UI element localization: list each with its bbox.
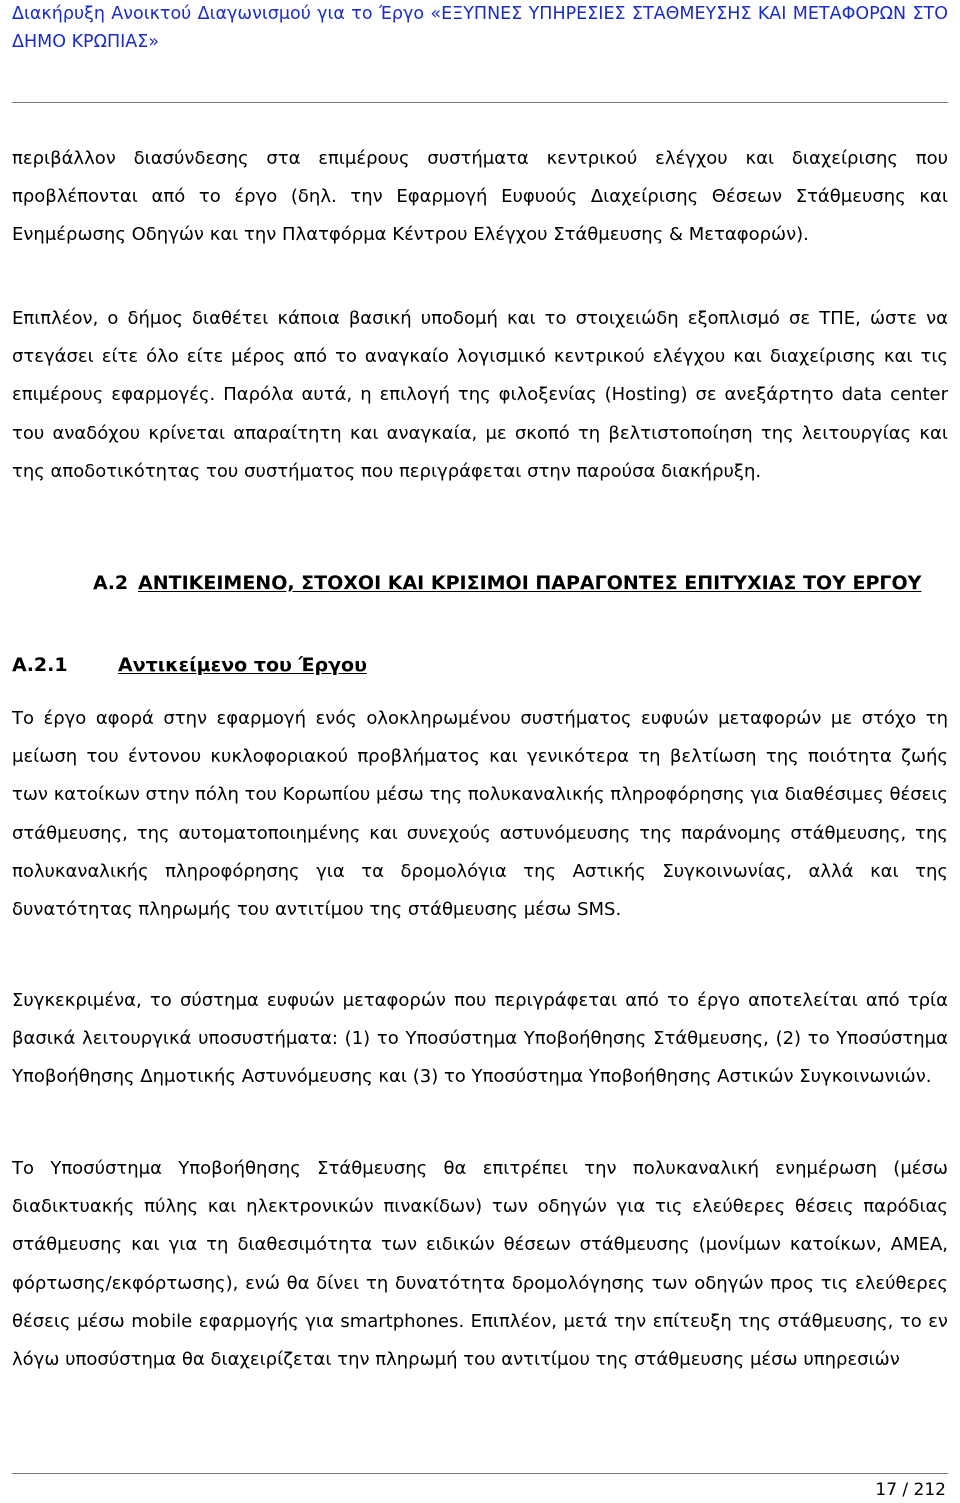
section-a21-title: Αντικείμενο του Έργου xyxy=(118,654,367,676)
paragraph-subsystems: Συγκεκριμένα, το σύστημα ευφυών μεταφορών που περιγράφεται από το έργο αποτελείται από τρία βασικά λειτουργικά υποσυστήματα: (1) το Υποσύστημα Υποβοήθησης Στάθμευσης, (2) το Υποσύστημα Υποβοήθησης Δημοτικής Αστυνόμευσης και (3) το Υποσύστημα Υποβοήθησης Αστικών Συγκοινωνιών. xyxy=(12,990,948,1088)
footer-divider xyxy=(12,1473,948,1474)
section-a2-number: Α.2 xyxy=(93,572,129,594)
paragraph-interface-description: περιβάλλον διασύνδεσης στα επιμέρους συστήματα κεντρικού ελέγχου και διαχείρισης που προβλέπονται από το έργο (δηλ. την Εφαρμογή Ευφυούς Διαχείρισης Θέσεων Στάθμευσης και Ενημέρωσης Οδηγών και την Πλατφόρμα Κέντρου Ελέγχου Στάθμευσης & Μεταφορών). xyxy=(12,148,948,246)
page-number: 17 / 212 xyxy=(875,1480,946,1500)
header-title: Διακήρυξη Ανοικτού Διαγωνισμού για το Έργο «ΕΞΥΠΝΕΣ ΥΠΗΡΕΣΙΕΣ ΣΤΑΘΜΕΥΣΗΣ ΚΑΙ ΜΕΤΑΦΟΡΩΝ ΣΤΟ ΔΗΜΟ ΚΡΩΠΙΑΣ» xyxy=(12,4,948,52)
document-header xyxy=(12,0,948,56)
section-a2-title: ΑΝΤΙΚΕΙΜΕΝΟ, ΣΤΟΧΟΙ ΚΑΙ ΚΡΙΣΙΜΟΙ ΠΑΡΑΓΟΝΤΕΣ ΕΠΙΤΥΧΙΑΣ ΤΟΥ ΕΡΓΟΥ xyxy=(138,572,922,594)
header-divider xyxy=(12,102,948,103)
paragraph-project-scope: Το έργο αφορά στην εφαρμογή ενός ολοκληρωμένου συστήματος ευφυών μεταφορών με στόχο τη μείωση του έντονου κυκλοφοριακού προβλήματος και γενικότερα τη βελτίωση της ποιότητα ζωής των κατοίκων στην πόλη του Κορωπίου μέσω της πολυκαναλικής πληροφόρησης για διαθέσιμες θέσεις στάθμευσης, της αυτοματοποιημένης και συνεχούς αστυνόμευσης της παράνομης στάθμευσης, της πολυκαναλικής πληροφόρησης για τα δρομολόγια της Αστικής Συγκοινωνίας, αλλά και της δυνατότητας πληρωμής του αντιτίμου της στάθμευσης μέσω SMS. xyxy=(12,708,948,921)
paragraph-parking-subsystem: Το Υποσύστημα Υποβοήθησης Στάθμευσης θα επιτρέπει την πολυκαναλική ενημέρωση (μέσω διαδικτυακής πύλης και ηλεκτρονικών πινακίδων) των οδηγών για τις ελεύθερες θέσεις παρόδιας στάθμευσης και για τη διαθεσιμότητα των ειδικών θέσεων στάθμευσης (μονίμων κατοίκων, ΑΜΕΑ, φόρτωσης/εκφόρτωσης), ενώ θα δίνει τη δυνατότητα δρομολόγησης των οδηγών προς τις ελεύθερες θέσεις μέσω mobile εφαρμογής για smartphones. Επιπλέον, μετά την επίτευξη της στάθμευσης, το εν λόγω υποσύστημα θα διαχειρίζεται την πληρωμή του αντιτίμου της στάθμευσης μέσω υπηρεσιών xyxy=(12,1158,948,1371)
paragraph-hosting: Επιπλέον, ο δήμος διαθέτει κάποια βασική υποδομή και το στοιχειώδη εξοπλισμό σε ΤΠΕ, ώστε να στεγάσει είτε όλο είτε μέρος από το αναγκαίο λογισμικό κεντρικού ελέγχου και διαχείρισης και τις επιμέρους εφαρμογές. Παρόλα αυτά, η επιλογή της φιλοξενίας (Hosting) σε ανεξάρτητο data center του αναδόχου κρίνεται απαραίτητη και αναγκαία, με σκοπό τη βελτιστοποίηση της λειτουργίας και της αποδοτικότητας του συστήματος που περιγράφεται στην παρούσα διακήρυξη. xyxy=(12,308,948,482)
section-a21-number: Α.2.1 xyxy=(12,654,68,676)
